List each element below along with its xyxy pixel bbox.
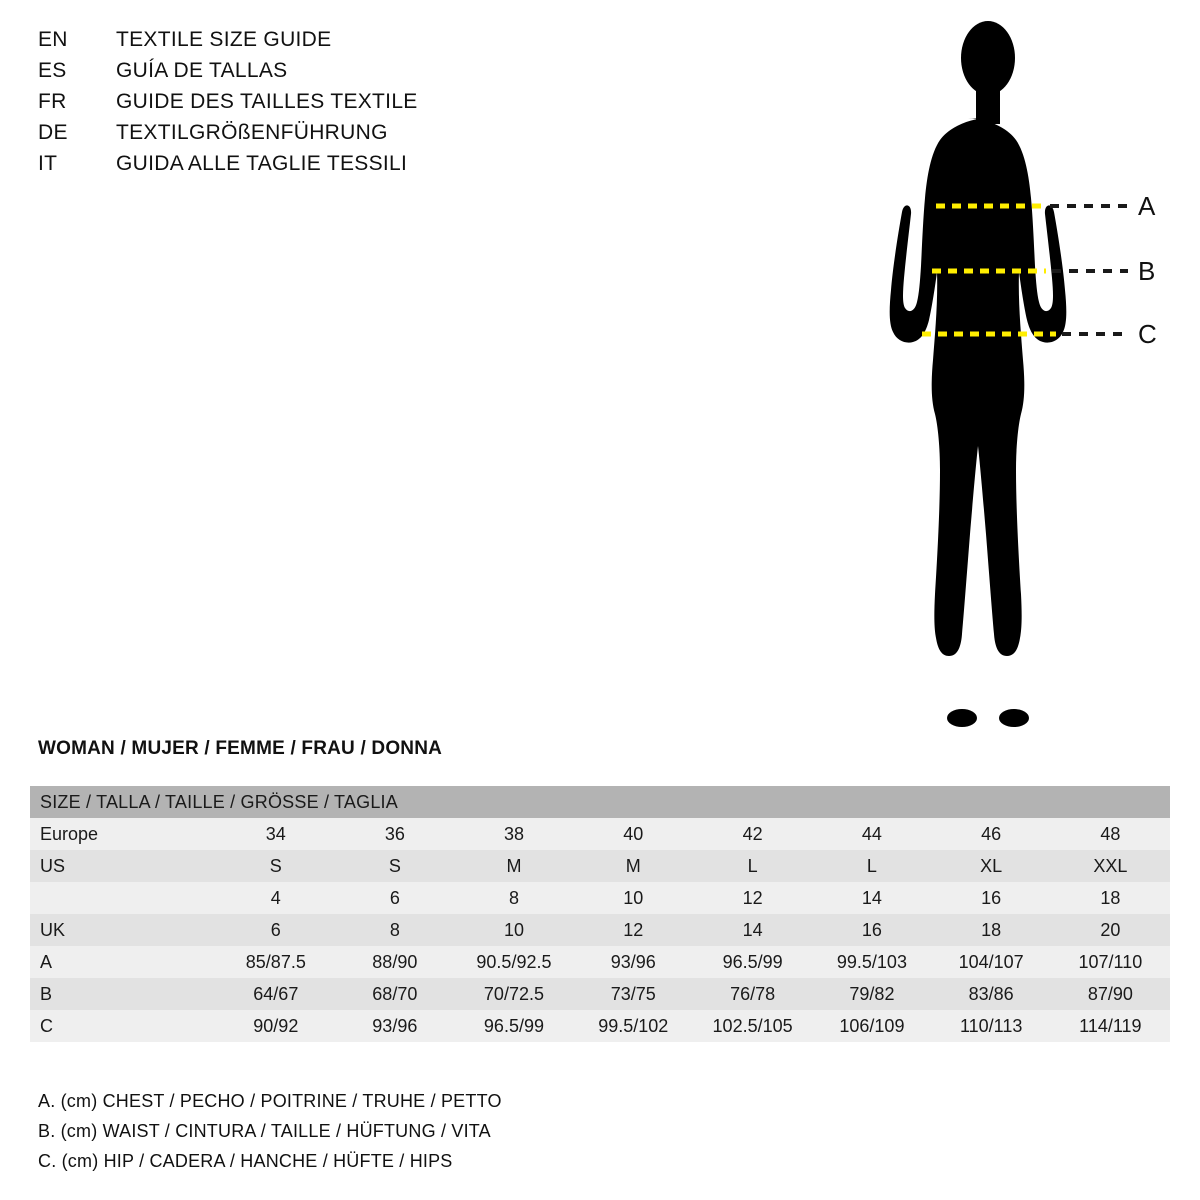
- row-label: C: [40, 1015, 53, 1036]
- cell: 104/107: [958, 951, 1024, 972]
- language-row: [38, 121, 638, 152]
- cell: 4: [270, 887, 281, 908]
- language-code: EN: [38, 28, 68, 51]
- table-row: [30, 818, 1170, 850]
- cell: 79/82: [849, 983, 895, 1004]
- row-label: [30, 882, 216, 914]
- cell: 90/92: [253, 1015, 299, 1036]
- footnote-hip: C. (cm) HIP / CADERA / HANCHE / HÜFTE / HIPS: [38, 1151, 453, 1171]
- cell: 10: [623, 887, 644, 908]
- cell: 6: [270, 919, 281, 940]
- cell: L: [866, 855, 877, 876]
- table-row: [30, 946, 1170, 978]
- table-row: [30, 1010, 1170, 1042]
- cell: 87/90: [1087, 983, 1133, 1004]
- cell: 114/119: [1079, 1015, 1142, 1036]
- cell: 10: [503, 919, 524, 940]
- cell: 73/75: [610, 983, 656, 1004]
- cell: 88/90: [372, 951, 418, 972]
- language-row: [38, 90, 638, 121]
- cell: 96.5/99: [722, 951, 783, 972]
- cell: 90.5/92.5: [476, 951, 552, 972]
- cell: 96.5/99: [483, 1015, 544, 1036]
- language-code: IT: [38, 152, 58, 175]
- cell: 99.5/102: [598, 1015, 669, 1036]
- language-title: GUÍA DE TALLAS: [116, 59, 288, 82]
- cell: S: [269, 855, 282, 876]
- cell: 107/110: [1078, 951, 1143, 972]
- language-title-list: [38, 28, 638, 183]
- table-header-label: SIZE / TALLA / TAILLE / GRÖSSE / TAGLIA: [30, 786, 1170, 818]
- row-label: US: [40, 855, 66, 876]
- language-title: GUIDE DES TAILLES TEXTILE: [116, 90, 418, 113]
- language-title: TEXTILE SIZE GUIDE: [116, 28, 332, 51]
- cell: 93/96: [372, 1015, 418, 1036]
- cell: 18: [981, 919, 1002, 940]
- measure-label-c: C: [1138, 319, 1157, 349]
- row-label: Europe: [40, 823, 99, 844]
- cell: XL: [980, 855, 1003, 876]
- row-label: A: [40, 951, 53, 972]
- cell: 83/86: [968, 983, 1014, 1004]
- section-caption: WOMAN / MUJER / FEMME / FRAU / DONNA: [38, 738, 443, 759]
- cell: M: [506, 855, 522, 876]
- cell: 110/113: [959, 1015, 1023, 1036]
- language-row: [38, 59, 638, 90]
- language-code: ES: [38, 59, 67, 82]
- cell: 70/72.5: [483, 983, 544, 1004]
- female-silhouette-icon: [890, 21, 1067, 727]
- cell: 12: [623, 919, 644, 940]
- cell: 48: [1100, 823, 1121, 844]
- cell: S: [388, 855, 401, 876]
- table-row: [30, 978, 1170, 1010]
- row-label: B: [40, 983, 53, 1004]
- cell: 44: [861, 823, 882, 844]
- cell: M: [625, 855, 641, 876]
- cell: 64/67: [253, 983, 299, 1004]
- cell: 6: [389, 887, 400, 908]
- measure-label-b: B: [1138, 256, 1156, 286]
- cell: 46: [981, 823, 1002, 844]
- cell: 14: [861, 887, 882, 908]
- cell: 106/109: [839, 1015, 905, 1036]
- language-title: GUIDA ALLE TAGLIE TESSILI: [116, 152, 408, 175]
- measure-label-a: A: [1138, 191, 1156, 221]
- table-row: [30, 882, 1170, 914]
- language-row: [38, 28, 638, 59]
- cell: 8: [389, 919, 400, 940]
- cell: 76/78: [730, 983, 776, 1004]
- cell: 8: [508, 887, 519, 908]
- table-header-row: [30, 786, 1170, 818]
- measurement-figure: [860, 18, 1190, 758]
- language-code: FR: [38, 90, 67, 113]
- table-row: [30, 914, 1170, 946]
- cell: 16: [861, 919, 882, 940]
- cell: 102.5/105: [712, 1015, 793, 1036]
- cell: 18: [1100, 887, 1121, 908]
- cell: 99.5/103: [836, 951, 907, 972]
- cell: 14: [742, 919, 763, 940]
- language-row: [38, 152, 638, 183]
- language-code: DE: [38, 121, 68, 144]
- cell: 20: [1100, 919, 1121, 940]
- cell: 16: [981, 887, 1002, 908]
- cell: 34: [265, 823, 286, 844]
- footnote-list: [38, 1086, 938, 1176]
- cell: 85/87.5: [245, 951, 306, 972]
- language-title: TEXTILGRÖßENFÜHRUNG: [116, 121, 388, 144]
- size-table: [30, 786, 1170, 1042]
- footnote-waist: B. (cm) WAIST / CINTURA / TAILLE / HÜFTUNG / VITA: [38, 1121, 491, 1141]
- cell: 40: [623, 823, 644, 844]
- cell: L: [747, 855, 758, 876]
- cell: 68/70: [372, 983, 418, 1004]
- cell: 38: [503, 823, 524, 844]
- cell: 36: [384, 823, 405, 844]
- cell: 12: [742, 887, 763, 908]
- cell: 93/96: [610, 951, 656, 972]
- cell: XXL: [1093, 855, 1128, 876]
- row-label: UK: [40, 919, 66, 940]
- footnote-chest: A. (cm) CHEST / PECHO / POITRINE / TRUHE / PETTO: [38, 1091, 502, 1111]
- table-row: [30, 850, 1170, 882]
- cell: 42: [742, 823, 763, 844]
